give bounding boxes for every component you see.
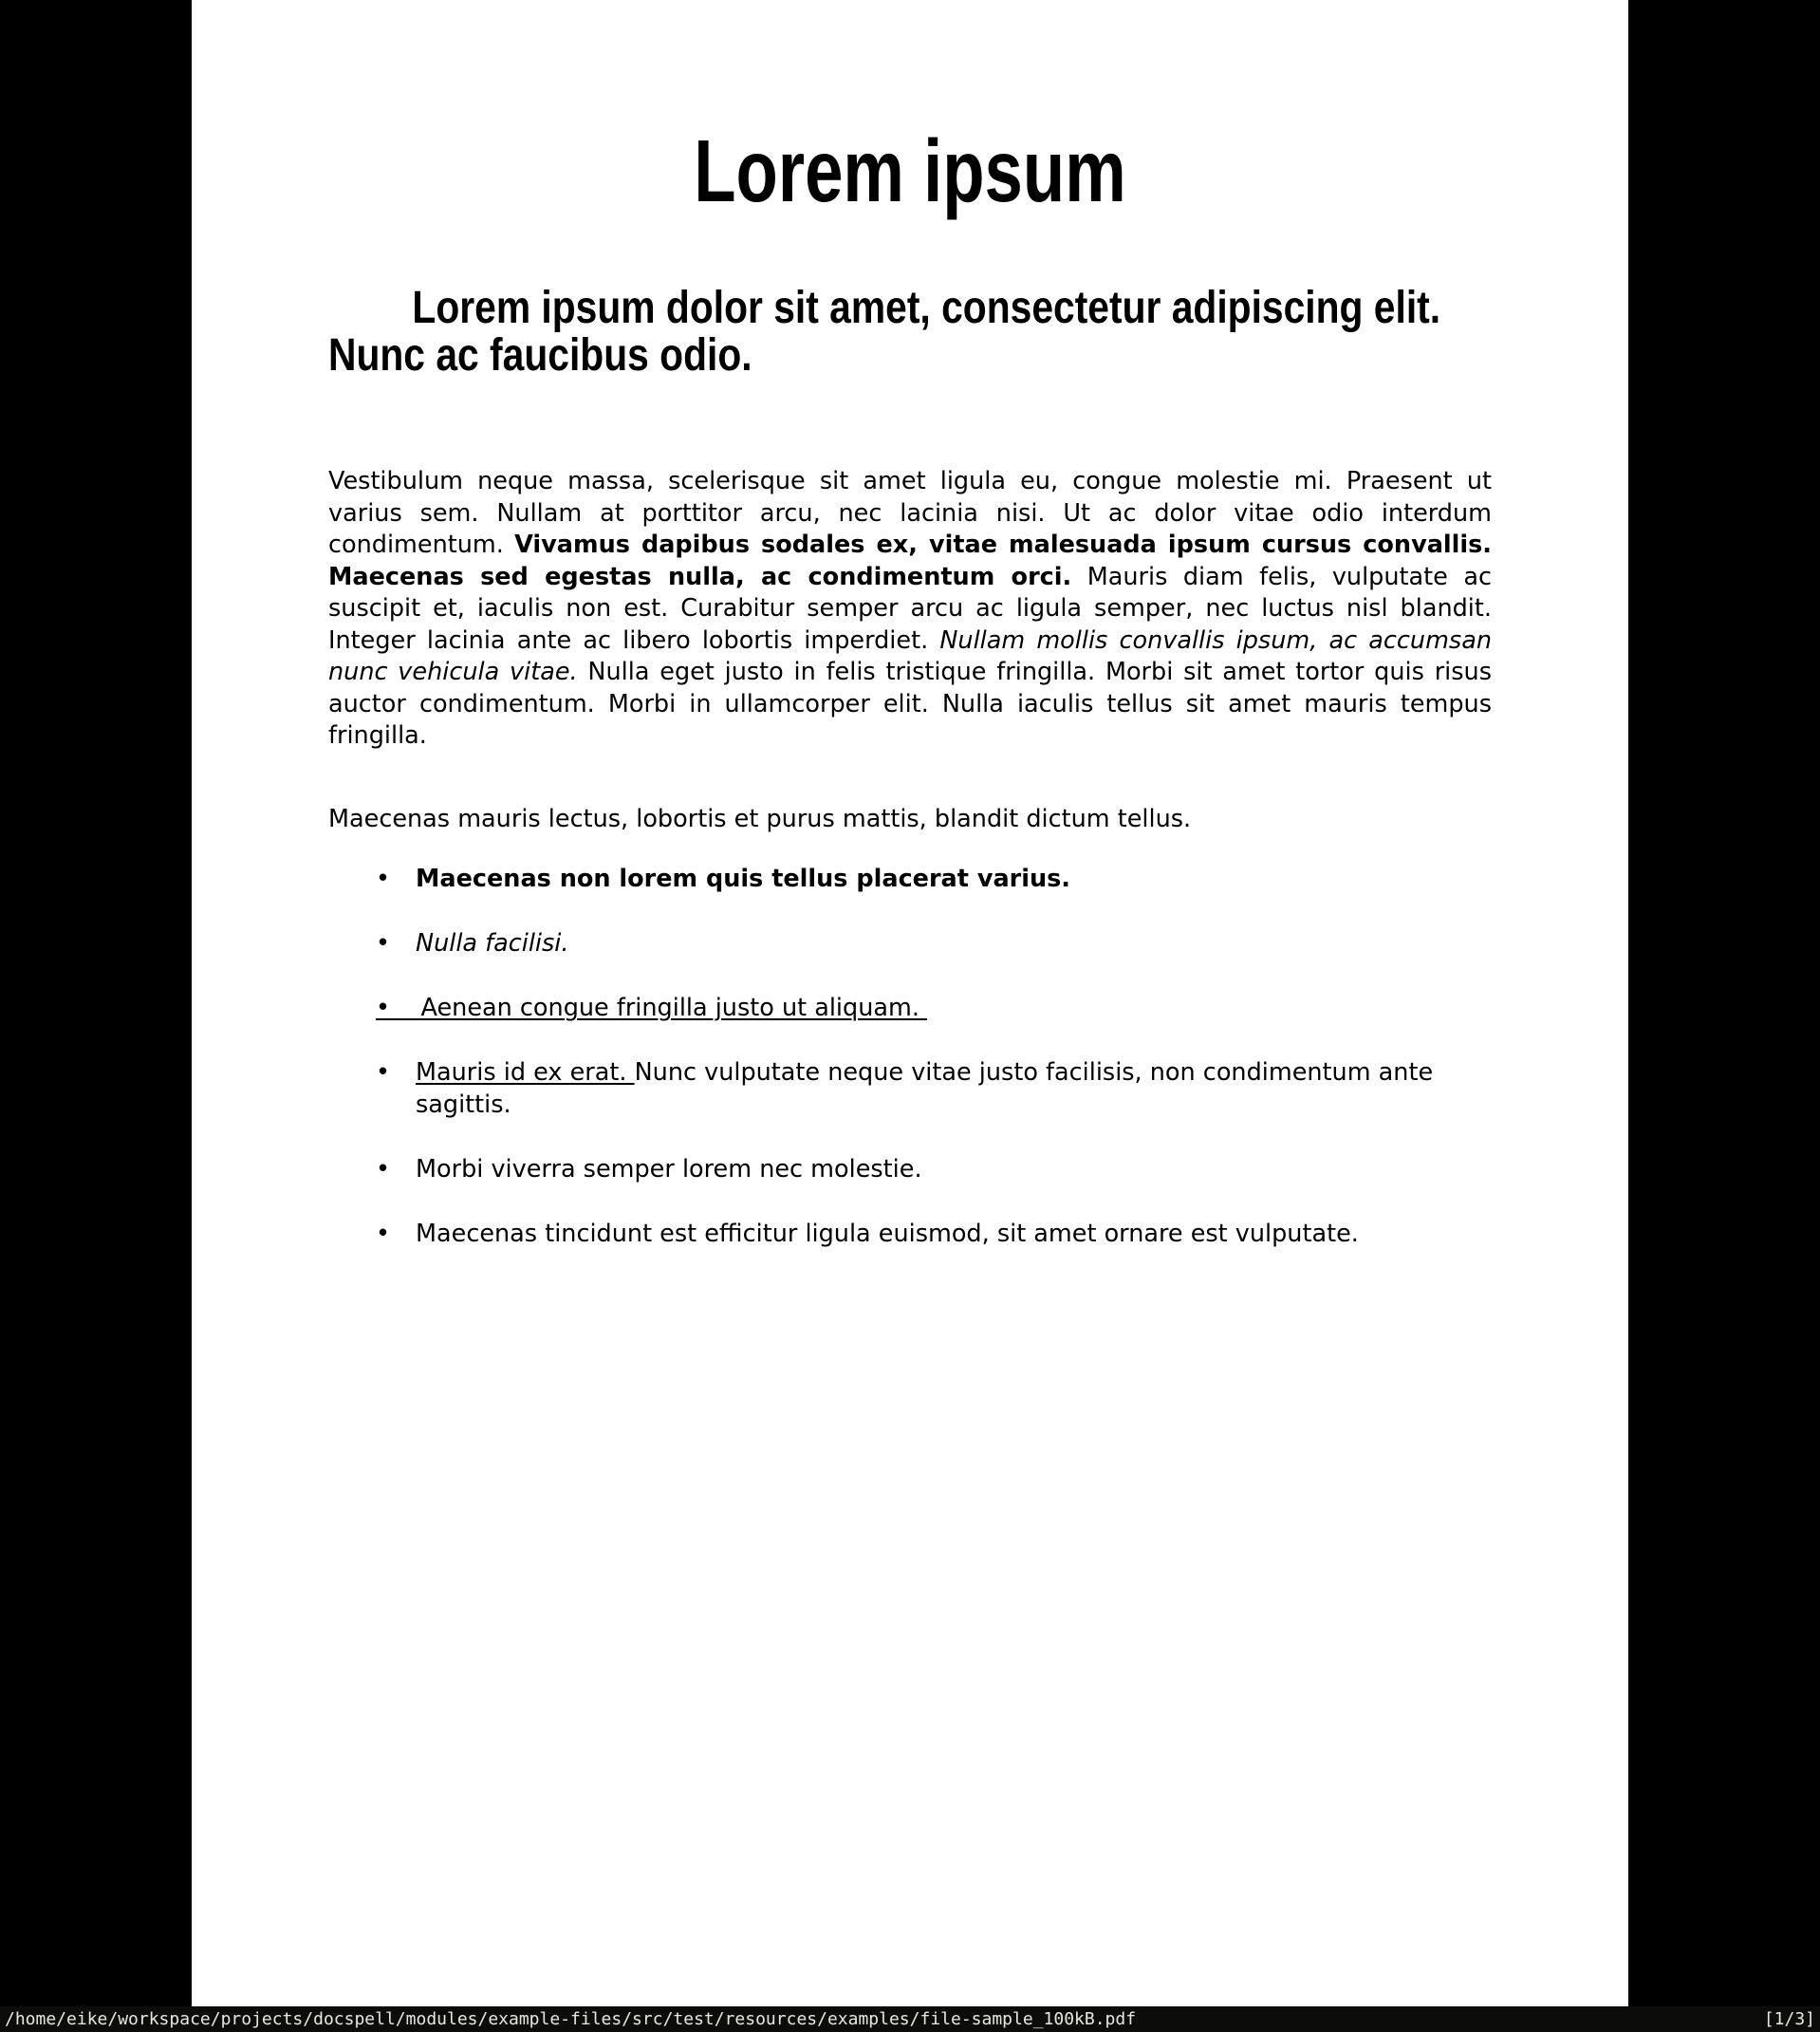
text-run-normal: Mauris diam felis, vulputate ac suscipit et, iaculis non est. Curabitur semper arcu ac ligula semper, nec luctus nisl blandit. Integer lacinia ante ac libero lobortis imperdiet. <box>328 562 1492 655</box>
list-item <box>328 1057 1492 1121</box>
list-item <box>328 1219 1492 1251</box>
bullet-icon: • <box>376 929 391 958</box>
list-item <box>328 864 1492 896</box>
document-title <box>328 121 1492 220</box>
list-item-text <box>416 1155 922 1184</box>
list-item <box>328 928 1492 960</box>
document-title-text: Lorem ipsum <box>694 121 1126 220</box>
text-run-normal: Maecenas tincidunt est efficitur ligula euismod, sit amet ornare est vulputate. <box>416 1219 1359 1248</box>
text-run-italic: Nullam mollis convallis ipsum, ac accumsan nunc vehicula vitae. <box>328 625 1492 686</box>
bullet-icon: • <box>376 994 391 1022</box>
document-heading-wrap <box>328 285 1492 380</box>
text-run-italic: Nulla facilisi. <box>416 929 569 958</box>
text-run-normal: Vestibulum neque massa, scelerisque sit amet ligula eu, congue molestie mi. Praesent ut varius sem. Nullam at porttitor arcu, nec lacinia nisi. Ut ac dolor vitae odio interdum condimentum. <box>328 467 1492 559</box>
pdf-page[interactable] <box>192 0 1628 2032</box>
list-item <box>328 1154 1492 1186</box>
text-run-underline: Aenean congue fringilla justo ut aliquam. <box>420 994 928 1022</box>
statusbar-file-path: /home/eike/workspace/projects/docspell/modules/example-files/src/test/resources/examples/file-sample_100kB.pdf <box>5 2009 1137 2029</box>
paragraph-main <box>328 466 1492 753</box>
list-item-text <box>416 865 1070 893</box>
page-content <box>192 121 1628 1250</box>
document-heading: Lorem ipsum dolor sit amet, consectetur adipiscing elit. Nunc ac faucibus odio. <box>328 283 1441 381</box>
statusbar <box>0 2006 1820 2032</box>
paragraph-intro-list: Maecenas mauris lectus, lobortis et purus mattis, blandit dictum tellus. <box>328 804 1192 833</box>
list-item-text <box>416 1058 1433 1119</box>
text-run-bold: Maecenas non lorem quis tellus placerat varius. <box>416 865 1070 893</box>
text-run-bold: Vivamus dapibus sodales ex, vitae malesuada ipsum cursus convallis. Maecenas sed egestas nulla, ac condimentum orci. <box>328 531 1492 591</box>
bullet-icon: • <box>376 1058 391 1087</box>
text-run-normal: Nulla eget justo in felis tristique fringilla. Morbi sit amet tortor quis risus auctor condimentum. Morbi in ullamcorper elit. Nulla iaculis tellus sit amet mauris tempus fringilla. <box>328 658 1493 750</box>
bullet-icon: • <box>376 865 391 893</box>
statusbar-page-indicator: [1/3] <box>1763 2009 1815 2029</box>
text-run-normal: Nunc vulputate neque vitae justo facilisis, non condimentum ante sagittis. <box>416 1058 1434 1119</box>
bullet-icon: • <box>376 1219 391 1248</box>
list-item-text <box>416 1220 1359 1248</box>
bullet-icon: • <box>376 1154 391 1184</box>
list-item <box>328 993 1492 1025</box>
list-item-text <box>416 929 569 958</box>
text-run-underline: Mauris id ex erat. <box>416 1058 635 1087</box>
underlined-item-wrap <box>376 994 927 1022</box>
bullet-list <box>328 864 1492 1250</box>
text-run-normal: Morbi viverra semper lorem nec molestie. <box>416 1154 922 1184</box>
